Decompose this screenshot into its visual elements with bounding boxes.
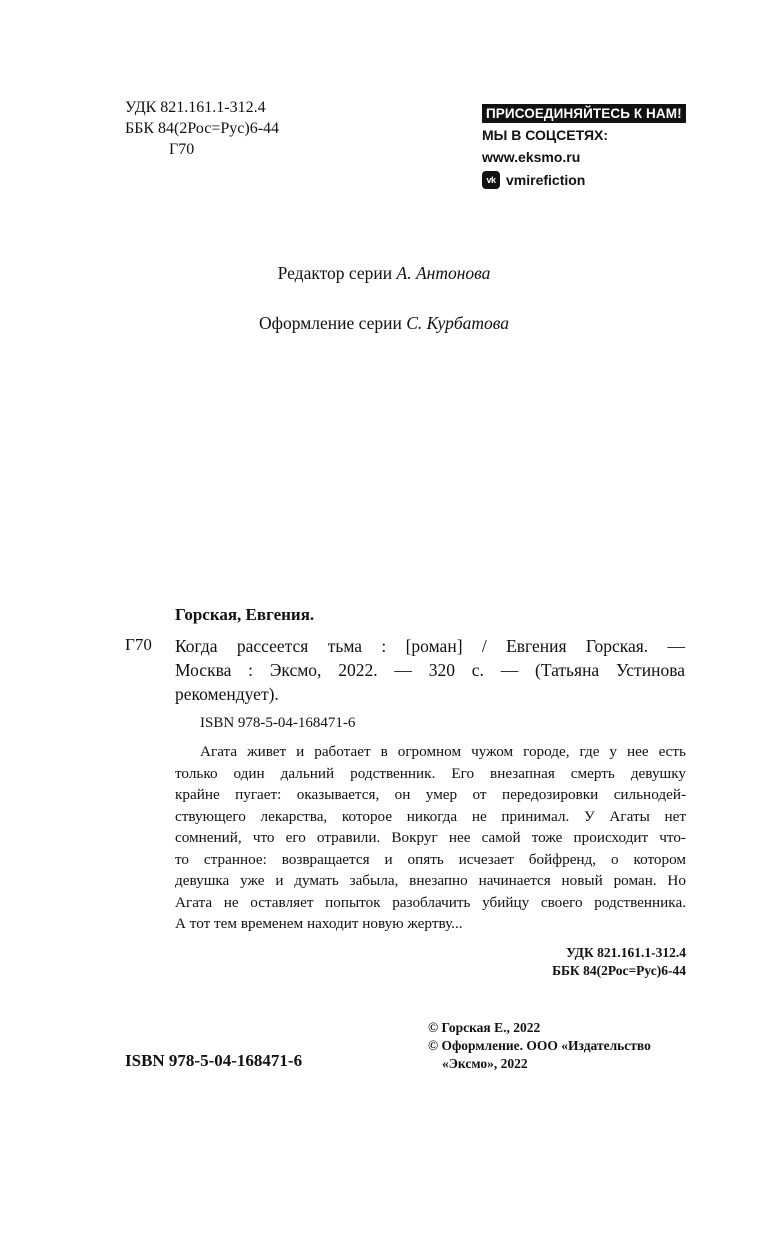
annotation-line: сомнений, что его отравили. Вокруг нее самой тоже происходит что-: [175, 829, 686, 846]
biblio-isbn: ISBN 978-5-04-168471-6: [200, 715, 356, 731]
author-sign: Г70: [169, 141, 195, 158]
social-label: МЫ В СОЦСЕТЯХ:: [482, 127, 609, 143]
vk-handle: vmirefiction: [506, 172, 586, 188]
author-heading: Горская, Евгения.: [175, 605, 315, 624]
series-design-name: С. Курбатова: [406, 313, 509, 333]
udk-block: [125, 97, 279, 160]
vk-link[interactable]: [482, 169, 686, 191]
social-block: [482, 102, 686, 191]
biblio-line: Когда рассеется тьма : [роман] / Евгения Горская. —: [175, 636, 685, 656]
classification-block: [474, 944, 686, 980]
classification-udk: УДК 821.161.1-312.4: [566, 945, 686, 960]
annotation-line: ствующего лекарства, которое никогда не принимал. У Агаты нет: [175, 807, 686, 825]
website-link[interactable]: www.eksmo.ru: [482, 149, 581, 165]
series-design: [0, 313, 768, 334]
biblio-code: Г70: [125, 635, 152, 654]
copyright-block: [428, 1019, 651, 1073]
biblio-record: [175, 634, 685, 706]
series-design-label: Оформление серии: [258, 313, 402, 333]
annotation: [175, 741, 686, 935]
annotation-line: девушка уже и думать забыла, внезапно начинается новый роман. Но: [175, 872, 686, 889]
copyright-design: © Оформление. ООО «Издательство: [428, 1038, 651, 1053]
annotation-line: то странное: возвращается и опять исчезает бойфренд, о котором: [175, 850, 686, 868]
series-editor: [0, 263, 768, 284]
biblio-line: рекомендует).: [175, 684, 279, 704]
classification-bbk: ББК 84(2Рос=Рус)6-44: [552, 963, 686, 978]
udk-code: УДК 821.161.1-312.4: [125, 99, 266, 116]
bbk-code: ББК 84(2Рос=Рус)6-44: [125, 120, 280, 137]
isbn-footer: ISBN 978-5-04-168471-6: [125, 1051, 303, 1070]
biblio-line: Москва : Эксмо, 2022. — 320 с. — (Татьяна Устинова: [175, 660, 685, 680]
vk-icon: vk: [482, 171, 500, 189]
join-banner: ПРИСОЕДИНЯЙТЕСЬ К НАМ!: [482, 104, 686, 123]
annotation-line: только один дальний родственник. Его внезапная смерть девушку: [175, 764, 686, 782]
copyright-author: © Горская Е., 2022: [428, 1020, 541, 1035]
copyright-publisher: «Эксмо», 2022: [442, 1056, 528, 1071]
series-editor-name: А. Антонова: [396, 263, 491, 283]
series-editor-label: Редактор серии: [277, 263, 393, 283]
annotation-line: крайне пугает: оказывается, он умер от передозировки сильнодей-: [175, 786, 686, 803]
annotation-line: А тот тем временем находит новую жертву...: [175, 915, 463, 932]
annotation-line: Агата живет и работает в огромном чужом городе, где у нее есть: [200, 743, 686, 760]
annotation-line: Агата не оставляет попыток разоблачить убийцу своего родственника.: [175, 893, 686, 911]
